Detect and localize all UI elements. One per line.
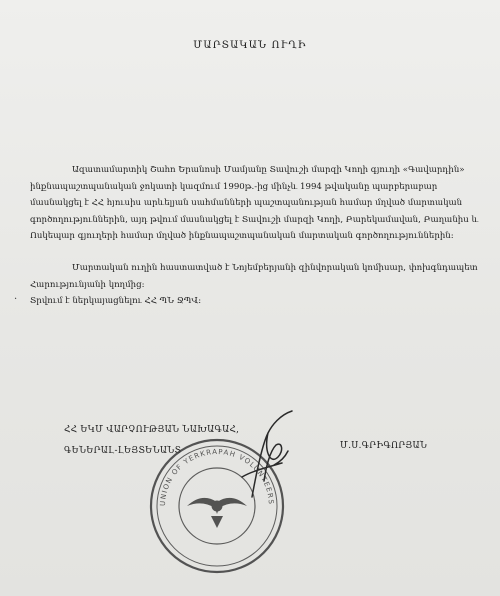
paragraph-issued-for [30, 293, 486, 310]
paragraph-1-text: Ազատամարտիկ Շահո Երանոսի Մամյանը Տավուշի մարզի Կողի գյուղի «Գավարդին» ինքնապաշտպանական ջոկատի կազմում 1990թ.-ից մինչև 1994 թվականը պարբերաբար մասնակցել է ՀՀ հյուսիս արևելյան սահմանների պաշտպանության համար մղված մարտական գործողություններին, այդ թվում մասնակցել է Տավուշի մարզի Կողի, Բարեկամավան, Բաղանիս և Ոսկեպար գյուղերի համար մղված ինքնապաշտպանական մարտական գործողություններին: [30, 165, 479, 241]
document-title: ՄԱՐՏԱԿԱՆ ՈՒՂԻ [193, 40, 307, 51]
paragraph-combat-history [30, 162, 486, 245]
paragraph-2-text: Մարտական ուղին հաստատված է Նոյեմբերյանի զինվորական կոմիսար, փոխգնդապետ Հարությունյանի կողմից: [30, 263, 478, 290]
signature-title-line-2: ԳԵՆԵՐԱԼ-ԼԵՅՏԵՆԱՆՏ [64, 446, 182, 456]
margin-mark: · [14, 294, 18, 305]
seal-lettering: UNION OF YERKRAPAH VOLUNTEERS [158, 447, 276, 507]
paragraph-3-text: Տրվում է ներկայացնելու ՀՀ ՊՆ ՋՊՎ: [30, 296, 202, 306]
signature-title-line-1: ՀՀ ԵԿՄ ՎԱՐՉՈՒԹՅԱՆ ՆԱԽԱԳԱՀ, [64, 425, 240, 435]
handwritten-signature-icon [222, 405, 302, 505]
signatory-name: Մ.Ս.ԳՐԻԳՈՐՅԱՆ [340, 441, 428, 451]
paragraph-confirmation [30, 260, 486, 293]
